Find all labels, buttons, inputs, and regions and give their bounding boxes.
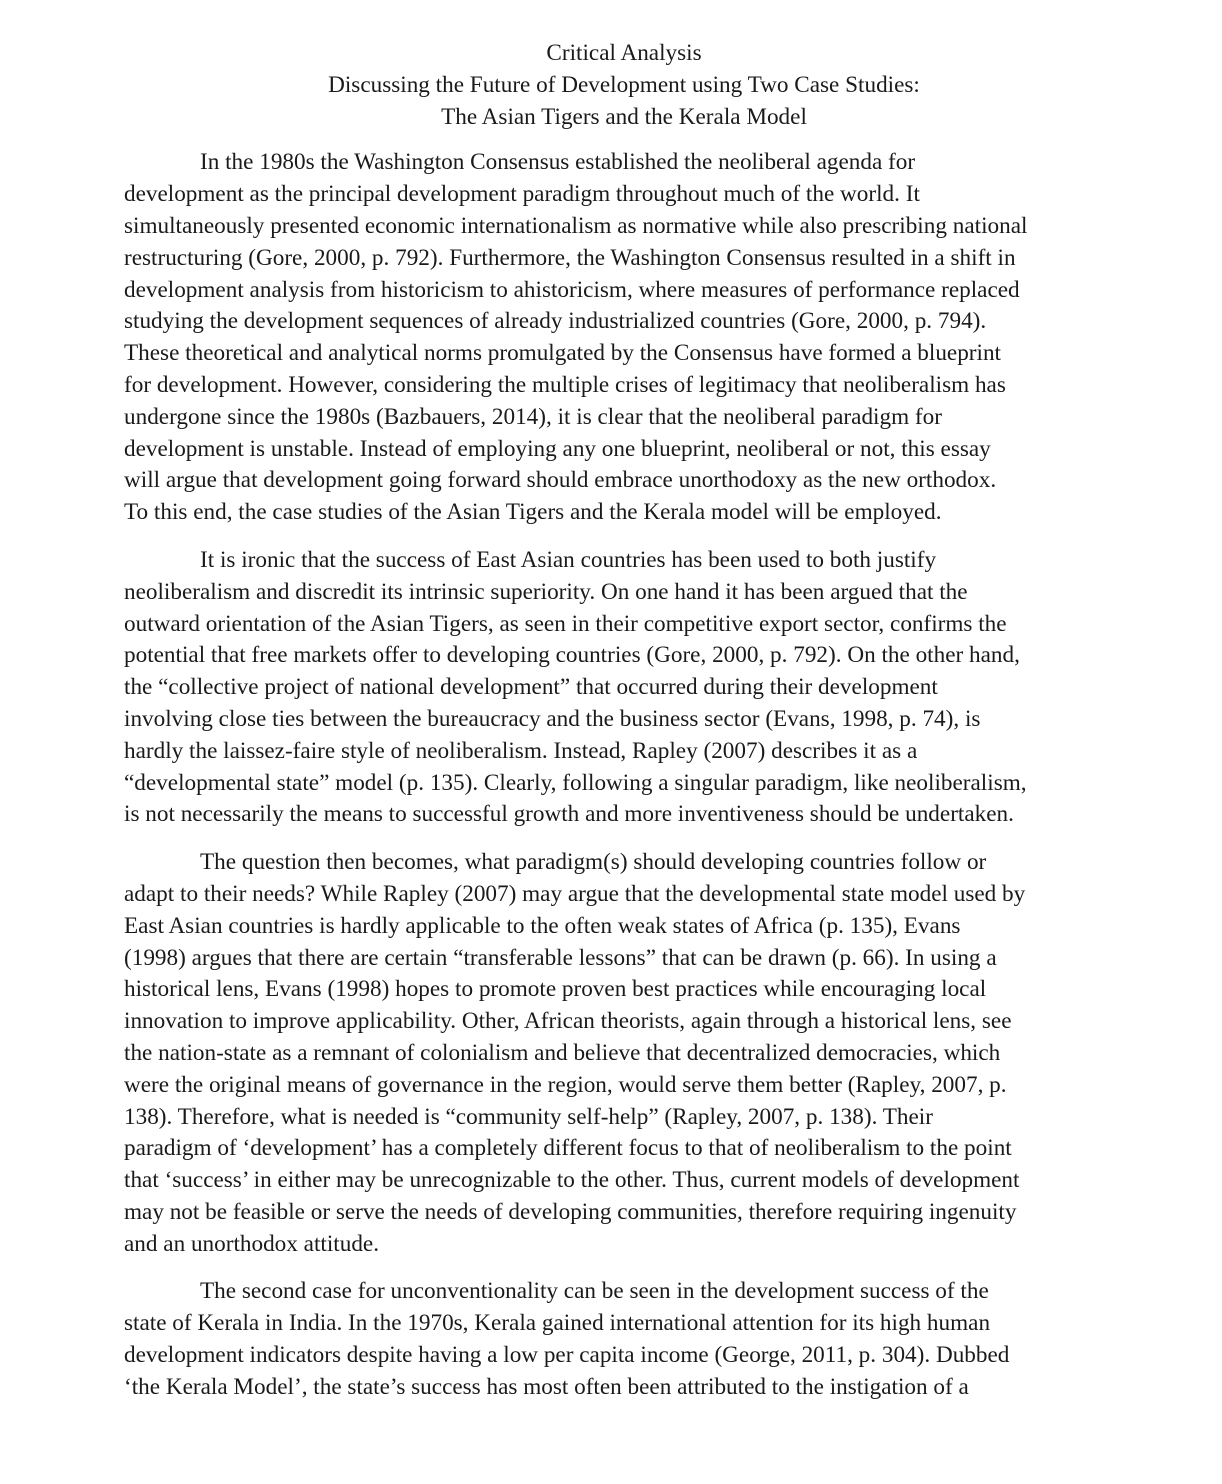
paragraph-3	[124, 847, 1124, 1260]
document-body	[124, 147, 1124, 1403]
paragraph-line: potential that free markets offer to developing countries (Gore, 2000, p. 792). On the other hand,	[124, 642, 1020, 669]
paragraph-4	[124, 1276, 1124, 1403]
heading-line-2: Discussing the Future of Development using Two Case Studies:	[328, 71, 920, 98]
heading-line-1: Critical Analysis	[546, 40, 702, 66]
paragraph-line: To this end, the case studies of the Asian Tigers and the Kerala model will be employed.	[124, 499, 942, 526]
paragraph-line: development is unstable. Instead of employing any one blueprint, neoliberal or not, this essay	[124, 435, 991, 462]
paragraph-line: development analysis from historicism to ahistoricism, where measures of performance replaced	[124, 276, 1020, 303]
paragraph-2	[124, 545, 1124, 831]
heading-line-3: The Asian Tigers and the Kerala Model	[441, 103, 807, 130]
paragraph-line: state of Kerala in India. In the 1970s, Kerala gained international attention for its high human	[124, 1310, 991, 1337]
document-page	[124, 38, 1124, 1420]
paragraph-line: (1998) argues that there are certain “transferable lessons” that can be drawn (p. 66). In using a	[124, 944, 997, 971]
paragraph-line: The second case for unconventionality can be seen in the development success of the	[200, 1278, 989, 1305]
paragraph-line: development indicators despite having a low per capita income (George, 2011, p. 304). Dubbed	[124, 1342, 1010, 1369]
paragraph-line: the “collective project of national development” that occurred during their development	[124, 674, 938, 701]
paragraph-line: will argue that development going forward should embrace unorthodoxy as the new orthodox.	[124, 467, 997, 494]
paragraph-line: were the original means of governance in the region, would serve them better (Rapley, 2007, p.	[124, 1071, 1007, 1098]
paragraph-line: In the 1980s the Washington Consensus established the neoliberal agenda for	[200, 149, 916, 176]
paragraph-line: historical lens, Evans (1998) hopes to promote proven best practices while encouraging local	[124, 976, 987, 1003]
paragraph-line: 138). Therefore, what is needed is “community self-help” (Rapley, 2007, p. 138). Their	[124, 1103, 933, 1130]
paragraph-line: is not necessarily the means to successful growth and more inventiveness should be undertaken.	[124, 801, 1014, 828]
paragraph-line: It is ironic that the success of East Asian countries has been used to both justify	[200, 546, 937, 573]
paragraph-line: hardly the laissez-faire style of neoliberalism. Instead, Rapley (2007) describes it as a	[124, 737, 918, 764]
paragraph-line: neoliberalism and discredit its intrinsic superiority. On one hand it has been argued that the	[124, 578, 968, 605]
paragraph-line: for development. However, considering the multiple crises of legitimacy that neoliberalism has	[124, 371, 1006, 398]
paragraph-line: paradigm of ‘development’ has a completely different focus to that of neoliberalism to the point	[124, 1135, 1012, 1162]
paragraph-line: involving close ties between the bureaucracy and the business sector (Evans, 1998, p. 74), is	[124, 705, 981, 732]
paragraph-line: undergone since the 1980s (Bazbauers, 2014), it is clear that the neoliberal paradigm for	[124, 403, 942, 430]
paragraph-line: The question then becomes, what paradigm(s) should developing countries follow or	[200, 849, 987, 876]
paragraph-line: ‘the Kerala Model’, the state’s success has most often been attributed to the instigation of a	[124, 1373, 969, 1400]
paragraph-line: studying the development sequences of already industrialized countries (Gore, 2000, p. 794).	[124, 308, 987, 335]
paragraph-line: outward orientation of the Asian Tigers, as seen in their competitive export sector, confirms the	[124, 610, 1007, 637]
paragraph-line: may not be feasible or serve the needs of developing communities, therefore requiring ingenuity	[124, 1198, 1017, 1225]
paragraph-line: These theoretical and analytical norms promulgated by the Consensus have formed a blueprint	[124, 340, 1001, 367]
paragraph-line: East Asian countries is hardly applicable to the often weak states of Africa (p. 135), Evans	[124, 912, 961, 939]
paragraph-line: restructuring (Gore, 2000, p. 792). Furthermore, the Washington Consensus resulted in a shift in	[124, 244, 1016, 271]
paragraph-1	[124, 147, 1124, 529]
paragraph-line: development as the principal development paradigm throughout much of the world. It	[124, 181, 920, 208]
paragraph-line: and an unorthodox attitude.	[124, 1230, 380, 1257]
paragraph-line: the nation-state as a remnant of colonialism and believe that decentralized democracies, which	[124, 1039, 1001, 1066]
paragraph-line: innovation to improve applicability. Other, African theorists, again through a historical lens, see	[124, 1008, 1012, 1035]
paragraph-line: that ‘success’ in either may be unrecognizable to the other. Thus, current models of development	[124, 1167, 1020, 1194]
document-heading	[124, 38, 1124, 133]
paragraph-line: “developmental state” model (p. 135). Clearly, following a singular paradigm, like neoliberalism,	[124, 769, 1027, 796]
paragraph-line: simultaneously presented economic internationalism as normative while also prescribing national	[124, 212, 1028, 239]
paragraph-line: adapt to their needs? While Rapley (2007) may argue that the developmental state model used by	[124, 880, 1026, 907]
